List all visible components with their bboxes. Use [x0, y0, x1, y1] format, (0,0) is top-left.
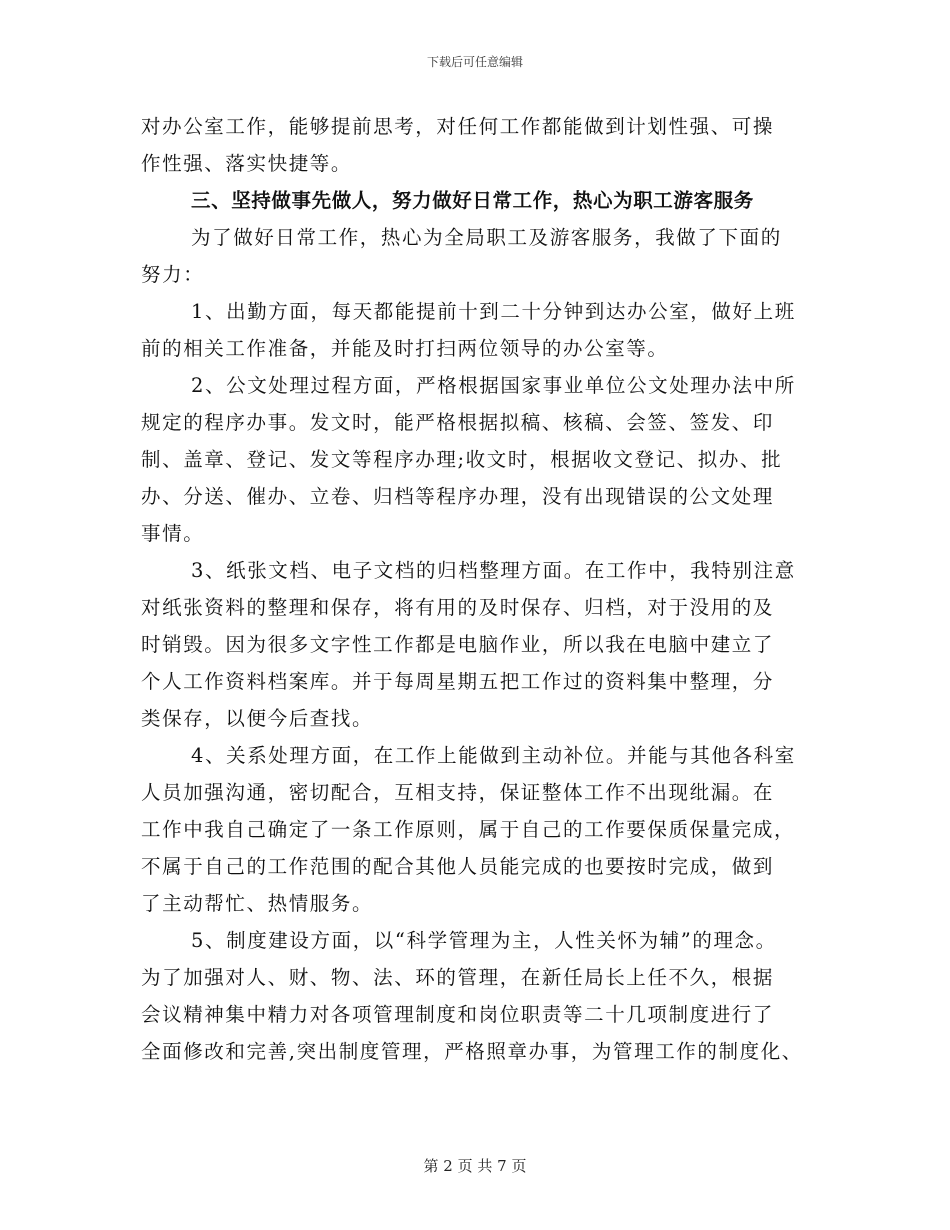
paragraph-line: 不属于自己的工作范围的配合其他人员能完成的也要按时完成，做到: [141, 855, 775, 878]
paragraph-line: 事情。: [141, 522, 205, 545]
paragraph-line: 为了加强对人、财、物、法、环的管理，在新任局长上任不久，根据: [141, 966, 775, 989]
paragraph-line: 对纸张资料的整理和保存，将有用的及时保存、归档，对于没用的及: [141, 596, 775, 619]
paragraph-line: 工作中我自己确定了一条工作原则，属于自己的工作要保质保量完成，: [141, 818, 796, 841]
paragraph-line: 5、制度建设方面，以“科学管理为主，人性关怀为辅”的理念。: [191, 929, 777, 952]
paragraph-line: 3、纸张文档、电子文档的归档整理方面。在工作中，我特别注意: [191, 559, 796, 582]
paragraph-line: 人员加强沟通，密切配合，互相支持，保证整体工作不出现纰漏。在: [141, 781, 775, 804]
paragraph-line: 4、关系处理方面，在工作上能做到主动补位。并能与其他各科室: [191, 744, 796, 767]
paragraph-line: 个人工作资料档案库。并于每周星期五把工作过的资料集中整理，分: [141, 670, 775, 693]
paragraph-line: 会议精神集中精力对各项管理制度和岗位职责等二十几项制度进行了: [141, 1003, 775, 1026]
paragraph-line: 为了做好日常工作，热心为全局职工及游客服务，我做了下面的: [191, 226, 782, 249]
paragraph-line: 努力：: [141, 263, 205, 286]
paragraph-line: 全面修改和完善,突出制度管理，严格照章办事，为管理工作的制度化、: [141, 1040, 803, 1063]
paragraph-line: 2、公文处理过程方面，严格根据国家事业单位公文处理办法中所: [191, 374, 796, 397]
paragraph-line: 对办公室工作，能够提前思考，对任何工作都能做到计划性强、可操: [141, 115, 775, 138]
paragraph-line: 1、出勤方面，每天都能提前十到二十分钟到达办公室，做好上班: [191, 300, 796, 323]
document-body: [141, 108, 821, 1070]
paragraph-line: 制、盖章、登记、发文等程序办理;收文时，根据收文登记、拟办、批: [141, 448, 783, 471]
page-header: 下载后可任意编辑: [426, 55, 523, 69]
paragraph-line: 类保存，以便今后查找。: [141, 707, 374, 730]
section-heading-line: 三、坚持做事先做人，努力做好日常工作，热心为职工游客服务: [191, 189, 754, 212]
page-number-footer: 第 2 页 共 7 页: [423, 1157, 527, 1175]
paragraph-line: 前的相关工作准备，并能及时打扫两位领导的办公室等。: [141, 337, 669, 360]
paragraph-line: 作性强、落实快捷等。: [141, 152, 353, 175]
paragraph-line: 时销毁。因为很多文字性工作都是电脑作业，所以我在电脑中建立了: [141, 633, 775, 656]
paragraph-line: 办、分送、催办、立卷、归档等程序办理，没有出现错误的公文处理: [141, 485, 775, 508]
paragraph-line: 规定的程序办事。发文时，能严格根据拟稿、核稿、会签、签发、印: [141, 411, 775, 434]
paragraph-line: 了主动帮忙、热情服务。: [141, 892, 374, 915]
